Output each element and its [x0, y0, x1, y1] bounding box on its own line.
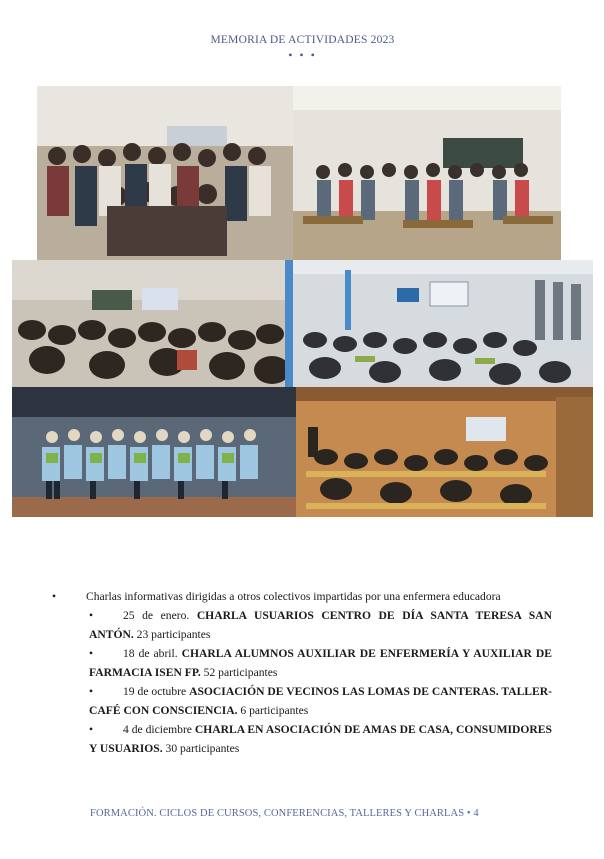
- item-date: 19 de octubre: [123, 685, 190, 698]
- photo-conference-room: [285, 260, 593, 387]
- item-participants: 23 participantes: [133, 628, 211, 641]
- bullet: •: [89, 609, 94, 622]
- page-header-title: MEMORIA DE ACTIVIDADES 2023: [210, 34, 395, 46]
- list-intro-text: Charlas informativas dirigidas a otros colectivos impartidas por una enfermera educadora: [86, 590, 501, 603]
- bullet: •: [89, 723, 94, 736]
- list-item: [89, 682, 552, 720]
- item-date: 18 de abril.: [123, 647, 182, 660]
- photo-auditorium: [296, 387, 593, 517]
- item-title: CHARLA ALUMNOS AUXILIAR DE ENFERMERÍA Y AUXILIAR DE FARMACIA ISEN FP.: [89, 647, 552, 679]
- item-title: CHARLA USUARIOS CENTRO DE DÍA SANTA TERESA SAN ANTÓN.: [89, 609, 552, 641]
- header-ornament: • • •: [288, 48, 317, 62]
- item-title: ASOCIACIÓN DE VECINOS LAS LOMAS DE CANTERAS. TALLER-CAFÉ CON CONSCIENCIA.: [89, 685, 553, 717]
- photo-audience-hall: [12, 260, 285, 387]
- bullet: •: [52, 590, 57, 603]
- item-date: 4 de diciembre: [123, 723, 195, 736]
- list-intro: [52, 587, 552, 606]
- list-item: [89, 606, 552, 644]
- page-footer: FORMACIÓN. CICLOS DE CURSOS, CONFERENCIAS, TALLERES Y CHARLAS • 4: [90, 808, 479, 819]
- bullet: •: [89, 685, 94, 698]
- list-item: [89, 644, 552, 682]
- photo-group-classroom: [293, 86, 561, 260]
- list-item: [89, 720, 552, 758]
- item-participants: 52 participantes: [200, 666, 278, 679]
- photo-group-seated: [37, 86, 293, 260]
- item-participants: 6 participantes: [237, 704, 309, 717]
- bullet: •: [89, 647, 94, 660]
- item-title: CHARLA EN ASOCIACIÓN DE AMAS DE CASA, CONSUMIDORES Y USUARIOS.: [89, 723, 552, 755]
- item-date: 25 de enero.: [123, 609, 197, 622]
- activity-list: [52, 587, 552, 758]
- item-participants: 30 participantes: [162, 742, 240, 755]
- photo-children-books: [12, 387, 296, 517]
